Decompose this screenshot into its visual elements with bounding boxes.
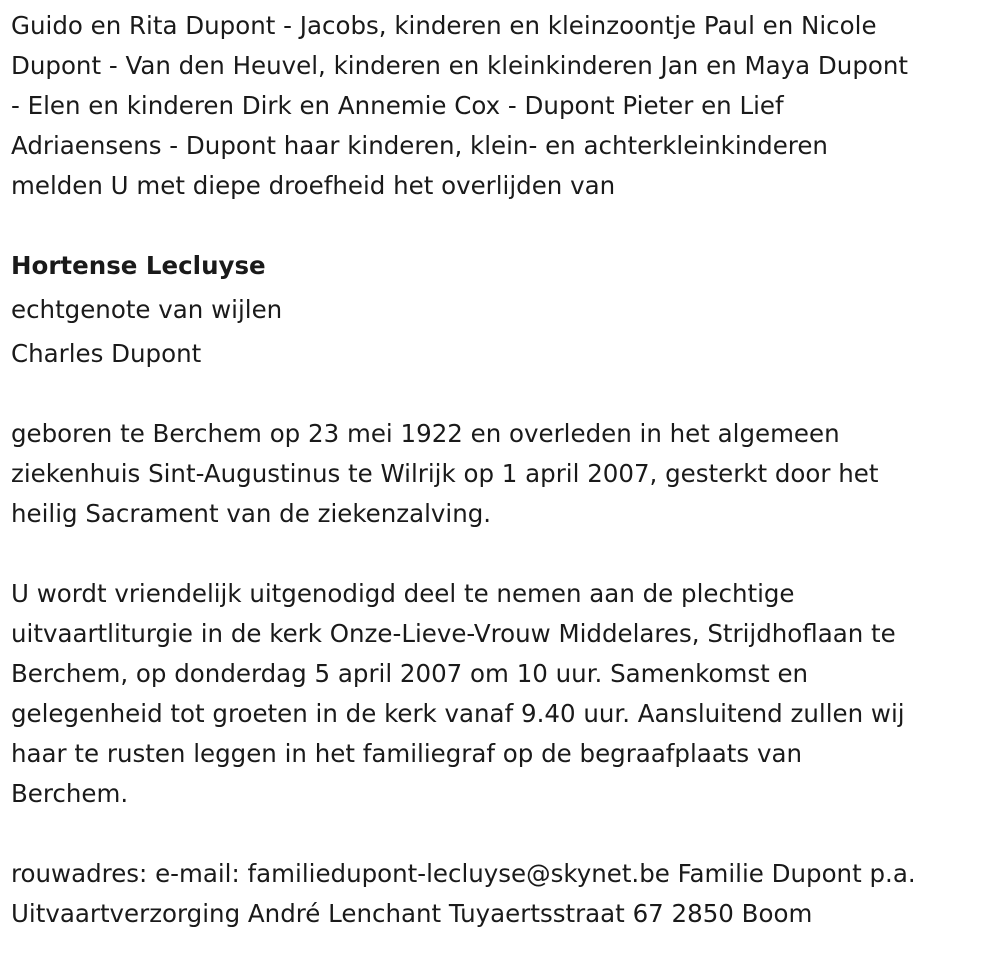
contact-paragraph <box>11 854 996 934</box>
spacer <box>11 374 996 414</box>
obituary-notice <box>11 6 996 934</box>
funeral-line: haar te rusten leggen in het familiegraf op de begraafplaats van <box>11 739 803 768</box>
spacer <box>11 534 996 574</box>
spacer <box>11 206 996 246</box>
funeral-line: gelegenheid tot groeten in de kerk vanaf 9.40 uur. Aansluitend zullen wij <box>11 699 905 728</box>
intro-line: melden U met diepe droefheid het overlijden van <box>11 171 616 200</box>
funeral-line: Berchem, op donderdag 5 april 2007 om 10 uur. Samenkomst en <box>11 659 809 688</box>
birth-death-paragraph <box>11 414 996 534</box>
intro-line: - Elen en kinderen Dirk en Annemie Cox - Dupont Pieter en Lief <box>11 91 784 120</box>
intro-paragraph <box>11 6 996 206</box>
intro-line: Dupont - Van den Heuvel, kinderen en kleinkinderen Jan en Maya Dupont <box>11 51 908 80</box>
contact-line: rouwadres: e-mail: familiedupont-lecluyse@skynet.be Familie Dupont p.a. <box>11 859 916 888</box>
funeral-line: U wordt vriendelijk uitgenodigd deel te nemen aan de plechtige <box>11 579 795 608</box>
funeral-line: Berchem. <box>11 779 129 808</box>
birth-death-line: ziekenhuis Sint-Augustinus te Wilrijk op 1 april 2007, gesterkt door het <box>11 459 879 488</box>
deceased-name: Hortense Lecluyse <box>11 251 266 280</box>
deceased-relation: echtgenote van wijlen <box>11 295 283 324</box>
deceased-spouse: Charles Dupont <box>11 339 202 368</box>
intro-line: Guido en Rita Dupont - Jacobs, kinderen en kleinzoontje Paul en Nicole <box>11 11 877 40</box>
birth-death-line: geboren te Berchem op 23 mei 1922 en overleden in het algemeen <box>11 419 840 448</box>
funeral-paragraph <box>11 574 996 814</box>
spacer <box>11 814 996 854</box>
intro-line: Adriaensens - Dupont haar kinderen, klein- en achterkleinkinderen <box>11 131 828 160</box>
funeral-line: uitvaartliturgie in de kerk Onze-Lieve-Vrouw Middelares, Strijdhoflaan te <box>11 619 896 648</box>
birth-death-line: heilig Sacrament van de ziekenzalving. <box>11 499 492 528</box>
contact-line: Uitvaartverzorging André Lenchant Tuyaertsstraat 67 2850 Boom <box>11 899 813 928</box>
